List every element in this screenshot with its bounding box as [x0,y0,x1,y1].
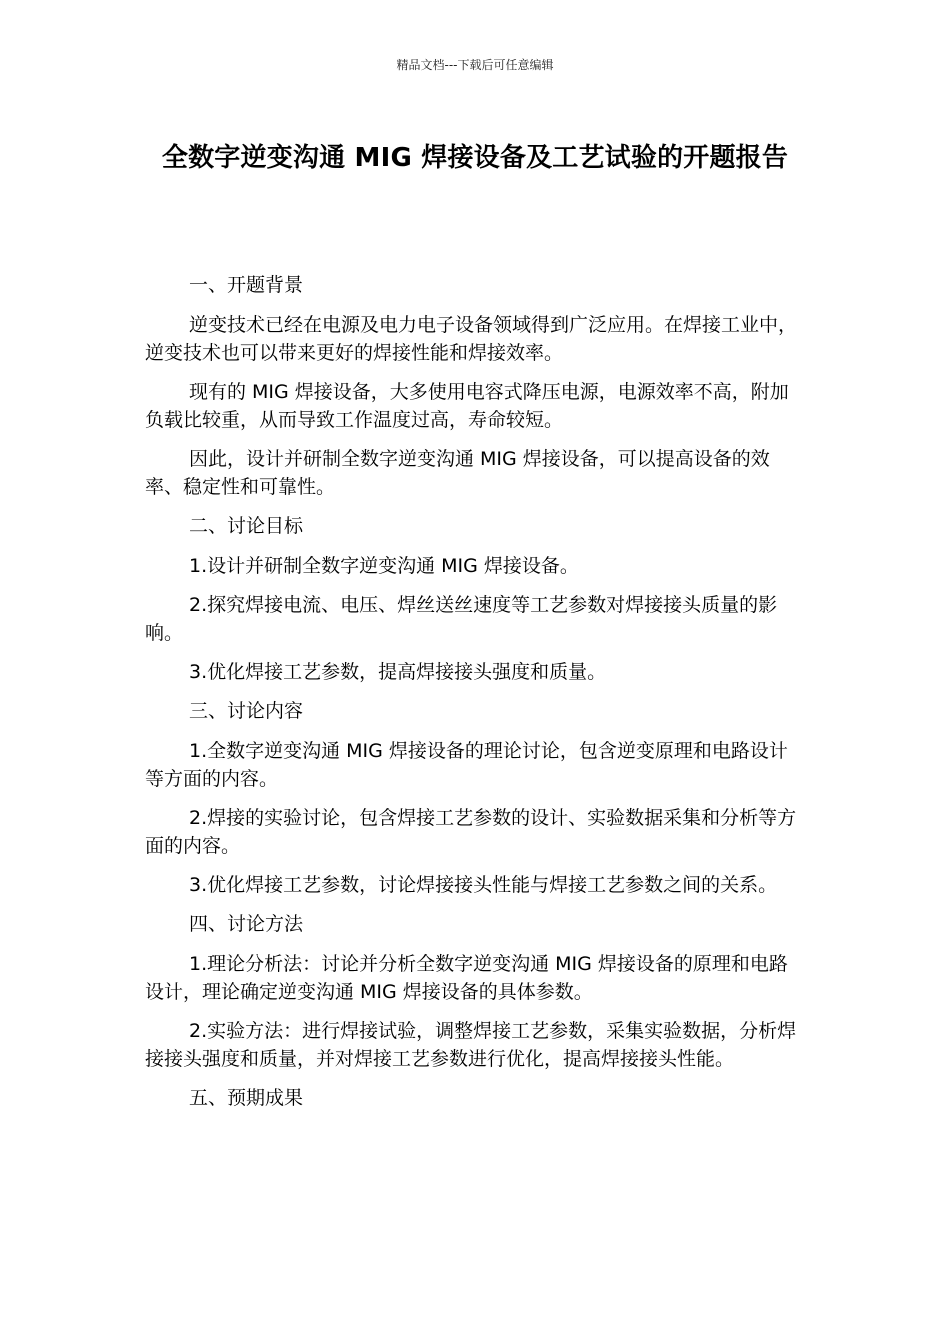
list-item: 2.焊接的实验讨论，包含焊接工艺参数的设计、实验数据采集和分析等方面的内容。 [145,807,797,857]
section-heading: 三、讨论内容 [189,700,304,722]
header-note: 精品文档---下载后可任意编辑 [396,58,554,72]
list-item: 1.设计并研制全数字逆变沟通 MIG 焊接设备。 [189,555,579,577]
paragraph: 现有的 MIG 焊接设备，大多使用电容式降压电源，电源效率不高，附加负载比较重，从而导致工作温度过高，寿命较短。 [145,381,789,431]
list-item: 3.优化焊接工艺参数，讨论焊接接头性能与焊接工艺参数之间的关系。 [189,874,778,896]
paragraph: 因此，设计并研制全数字逆变沟通 MIG 焊接设备，可以提高设备的效率、稳定性和可靠性。 [145,448,770,498]
section-heading: 一、开题背景 [189,274,304,296]
paragraph: 逆变技术已经在电源及电力电子设备领域得到广泛应用。在焊接工业中，逆变技术也可以带来更好的焊接性能和焊接效率。 [145,314,798,364]
list-item: 2.实验方法：进行焊接试验，调整焊接工艺参数，采集实验数据，分析焊接接头强度和质量，并对焊接工艺参数进行优化，提高焊接接头性能。 [145,1020,797,1070]
document-title: 全数字逆变沟通 MIG 焊接设备及工艺试验的开题报告 [161,143,789,173]
list-item: 2.探究焊接电流、电压、焊丝送丝速度等工艺参数对焊接接头质量的影响。 [145,594,778,644]
section-heading: 四、讨论方法 [189,913,304,935]
document-body [145,271,805,1124]
section-heading: 五、预期成果 [189,1087,304,1109]
list-item: 1.理论分析法：讨论并分析全数字逆变沟通 MIG 焊接设备的原理和电路设计，理论确定逆变沟通 MIG 焊接设备的具体参数。 [145,953,788,1003]
list-item: 1.全数字逆变沟通 MIG 焊接设备的理论讨论，包含逆变原理和电路设计等方面的内容。 [145,740,788,790]
list-item: 3.优化焊接工艺参数，提高焊接接头强度和质量。 [189,661,607,683]
section-heading: 二、讨论目标 [189,515,304,537]
